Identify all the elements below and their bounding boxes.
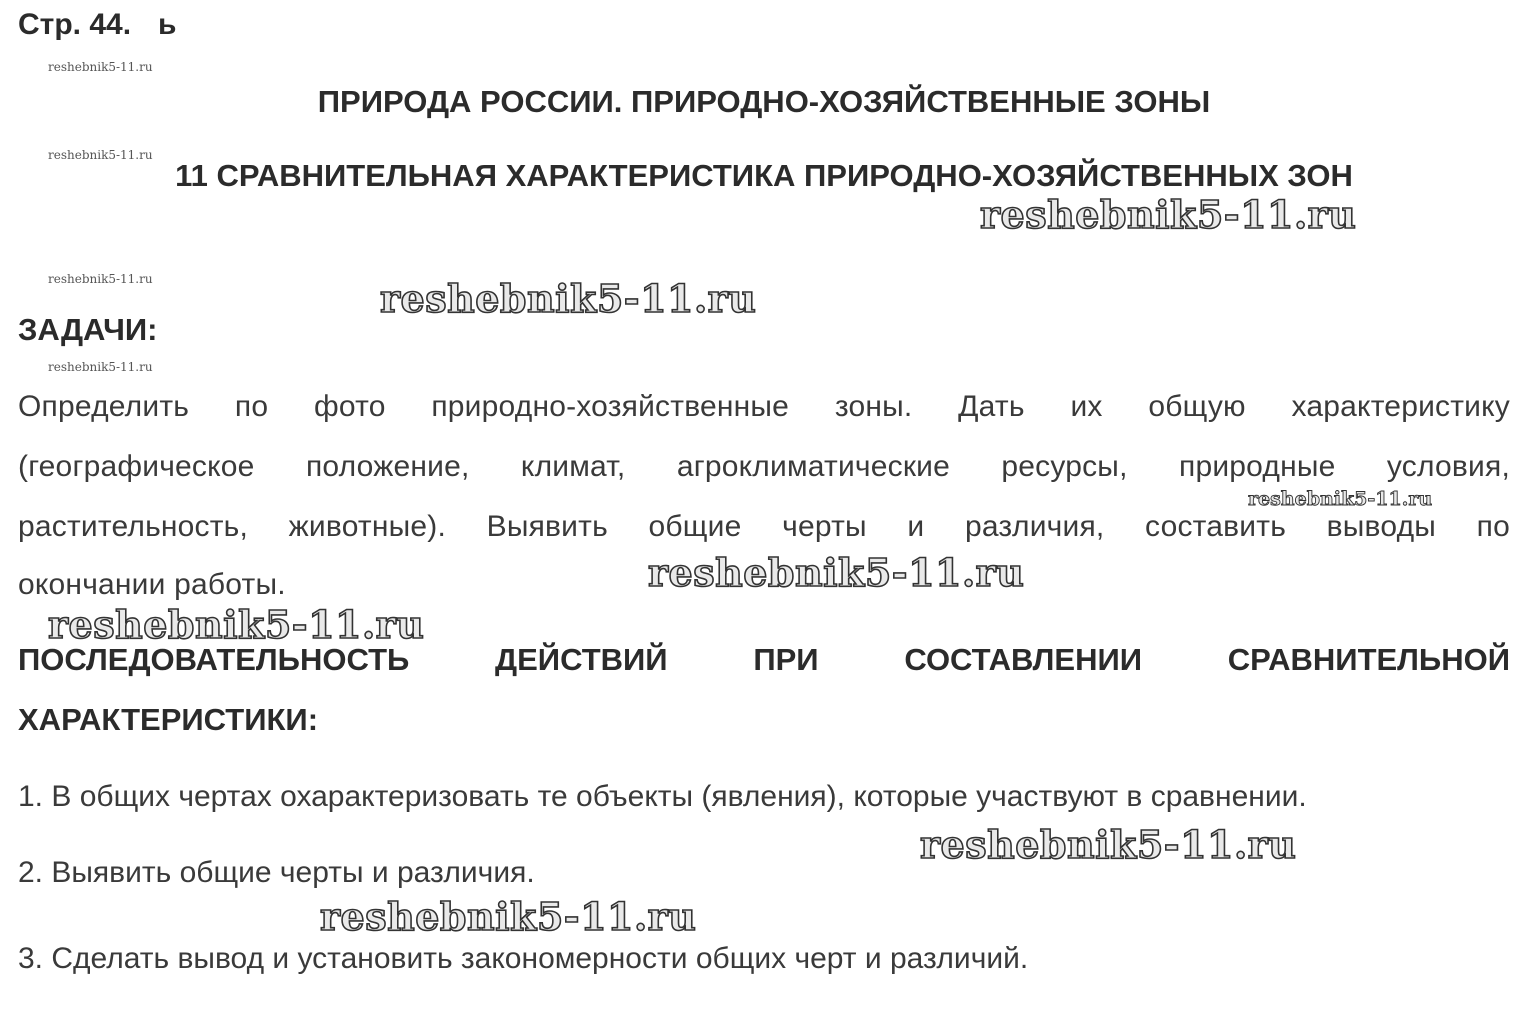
watermark-large: reshebnik5-11.ru xyxy=(648,550,1025,595)
tasks-text-line: растительность, животные). Выявить общие черты и различия, составить выводы по xyxy=(18,510,1510,543)
tasks-text-line: Определить по фото природно-хозяйственные зоны. Дать их общую характеристику xyxy=(18,390,1510,423)
page-reference: Стр. 44. xyxy=(18,8,132,41)
watermark-small: reshebnik5-11.ru xyxy=(48,148,153,162)
watermark-large: reshebnik5-11.ru xyxy=(920,822,1297,867)
tasks-heading: ЗАДАЧИ: xyxy=(18,312,158,347)
watermark-large: reshebnik5-11.ru xyxy=(320,894,697,939)
tasks-text-line: (географическое положение, климат, агроклиматические ресурсы, природные условия, xyxy=(18,450,1510,483)
tasks-text-line: окончании работы. xyxy=(18,568,286,601)
sequence-step: 3. Сделать вывод и установить закономерности общих черт и различий. xyxy=(18,942,1029,975)
watermark-medium: reshebnik5-11.ru xyxy=(1248,488,1433,510)
page-reference-cut-text: ь xyxy=(158,8,177,41)
chapter-title: ПРИРОДА РОССИИ. ПРИРОДНО-ХОЗЯЙСТВЕННЫЕ ЗОНЫ xyxy=(317,84,1211,119)
watermark-large: reshebnik5-11.ru xyxy=(48,602,425,647)
sequence-step: 1. В общих чертах охарактеризовать те объекты (явления), которые участвуют в сравнении. xyxy=(18,780,1307,813)
sequence-heading-line: ПОСЛЕДОВАТЕЛЬНОСТЬ ДЕЙСТВИЙ ПРИ СОСТАВЛЕНИИ СРАВНИТЕЛЬНОЙ xyxy=(18,642,1510,677)
watermark-large: reshebnik5-11.ru xyxy=(980,192,1357,237)
sequence-heading-line: ХАРАКТЕРИСТИКИ: xyxy=(18,702,319,737)
watermark-small: reshebnik5-11.ru xyxy=(48,272,153,286)
practical-work-title: 11 СРАВНИТЕЛЬНАЯ ХАРАКТЕРИСТИКА ПРИРОДНО-ХОЗЯЙСТВЕННЫХ ЗОН xyxy=(175,158,1353,193)
watermark-large: reshebnik5-11.ru xyxy=(380,276,757,321)
sequence-step: 2. Выявить общие черты и различия. xyxy=(18,856,535,889)
watermark-small: reshebnik5-11.ru xyxy=(48,60,153,74)
watermark-small: reshebnik5-11.ru xyxy=(48,360,153,374)
